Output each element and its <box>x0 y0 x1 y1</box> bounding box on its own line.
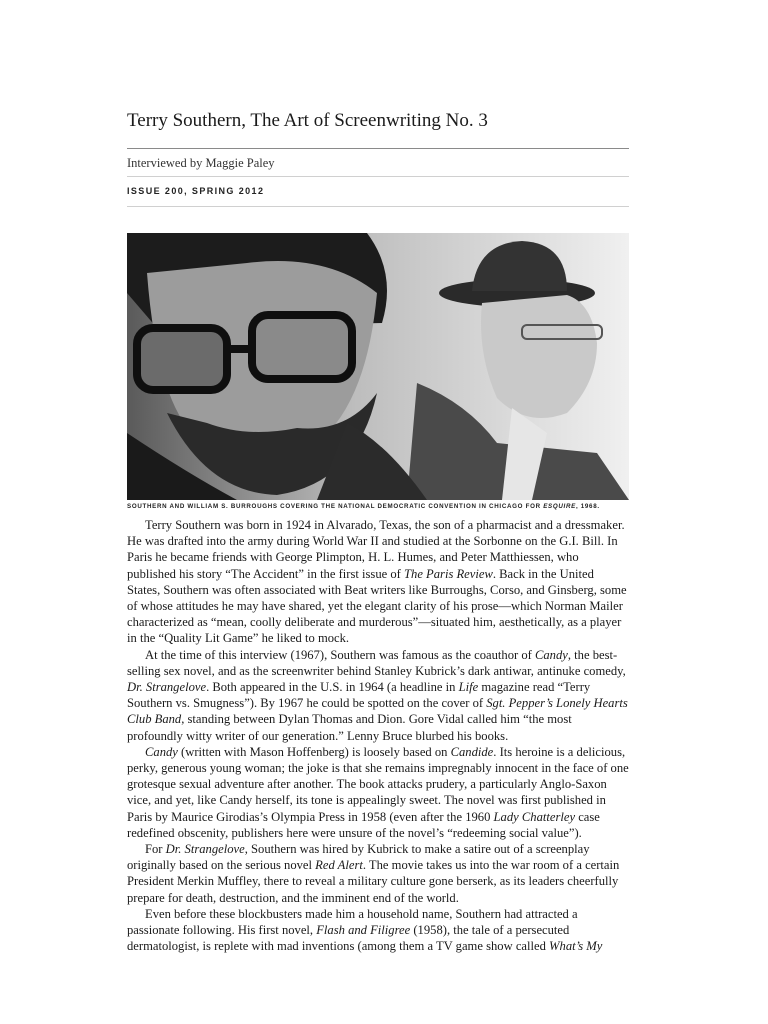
text-run: At the time of this interview (1967), Southern was famous as the coauthor of <box>145 647 535 662</box>
title-divider <box>127 148 629 149</box>
body-paragraph <box>127 744 629 841</box>
body-paragraph <box>127 517 629 647</box>
italic-text: Candide <box>450 744 494 759</box>
italic-text: Red Alert <box>315 858 363 873</box>
text-run: For <box>145 842 166 857</box>
body-paragraph <box>127 841 629 906</box>
italic-text: Sgt. Pepper’s Lonely Hearts Club Band <box>127 696 628 727</box>
article-body <box>127 517 629 954</box>
body-paragraph <box>127 906 629 955</box>
text-run: . The movie takes us into the war room of a certain President Merkin Muffley, there to reveal a military culture gone berserk, as its leaders cheerfully prepare for death, destruction, and the imminent end of the world. <box>127 858 620 905</box>
text-run: . Its heroine is a delicious, perky, generous young woman; the joke is that she remains impregnably innocent in the face of one grotesque sexual adventure after another. The book attacks prudery, a particularly Anglo-Saxon vice, and yet, like Candy herself, its tone is appealingly sweet. The novel was first published in Paris by Maurice Girodias’s Olympia Press in 1958 (even after the 1960 <box>127 744 629 824</box>
italic-text: Dr. Strangelove <box>165 842 245 857</box>
italic-text: What’s My <box>549 939 603 954</box>
italic-text: Candy <box>534 647 568 662</box>
text-run: (written with Mason Hoffenberg) is loosely based on <box>177 744 451 759</box>
italic-text: Candy <box>145 744 178 759</box>
text-run: magazine read “Terry Southern vs. Smugness”). By 1967 he could be spotted on the cover of <box>127 680 591 711</box>
text-run: (1958), the tale of a persecuted dermatologist, is replete with mad inventions (among them a TV game show called <box>127 923 570 954</box>
italic-text: The Paris Review <box>404 566 493 581</box>
photo-caption: SOUTHERN AND WILLIAM S. BURROUGHS COVERING THE NATIONAL DEMOCRATIC CONVENTION IN CHICAGO FOR ESQUIRE, 1968. <box>127 503 600 510</box>
text-run: . Back in the United States, Southern was often associated with Beat writers like Burroughs, Corso, and Ginsberg, some of whose attitudes he may have shared, yet the elegant clarity of his prose—which Norman Mailer characterized as “mean, coolly deliberate and murderous”—situated him, aesthetically, as a player in the “Quality Lit Game” he liked to mock. <box>127 566 627 646</box>
text-run: case redefined obscenity, publishers here were unsure of the novel’s “redeeming social value”). <box>127 809 600 840</box>
italic-text: Dr. Strangelove <box>127 680 207 695</box>
photo-icon <box>127 233 629 500</box>
text-run: Even before these blockbusters made him a household name, Southern had attracted a passionate following. His first novel, <box>127 906 578 938</box>
body-paragraph <box>127 647 629 744</box>
article-photo <box>127 233 629 500</box>
italic-text: Life <box>458 680 479 695</box>
issue-label: ISSUE 200, SPRING 2012 <box>127 186 265 196</box>
text-run: Terry Southern was born in 1924 in Alvarado, Texas, the son of a pharmacist and a dressmaker. He was drafted into the army during World War II and studied at the Sorbonne on the G.I. Bill. In Paris he became friends with George Plimpton, H. L. Humes, and Peter Matthiessen, who published his story “The Accident” in the first issue of <box>127 518 625 581</box>
italic-text: Flash and Filigree <box>316 923 411 938</box>
article-title: Terry Southern, The Art of Screenwriting No. 3 <box>127 110 488 131</box>
text-run: , standing between Dylan Thomas and Dion. Gore Vidal called him “the most profoundly witty writer of our generation.” Lenny Bruce blurbed his books. <box>127 712 572 743</box>
issue-divider <box>127 206 629 207</box>
interviewer-byline: Interviewed by Maggie Paley <box>127 156 275 170</box>
byline-divider <box>127 176 629 177</box>
italic-text: Lady Chatterley <box>493 809 576 824</box>
text-run: , Southern was hired by Kubrick to make a satire out of a screenplay originally based on the serious novel <box>127 842 590 873</box>
text-run: , the best-selling sex novel, and as the screenwriter behind Stanley Kubrick’s dark antiwar, antinuke comedy, <box>127 647 626 678</box>
text-run: . Both appeared in the U.S. in 1964 (a headline in <box>206 680 459 695</box>
